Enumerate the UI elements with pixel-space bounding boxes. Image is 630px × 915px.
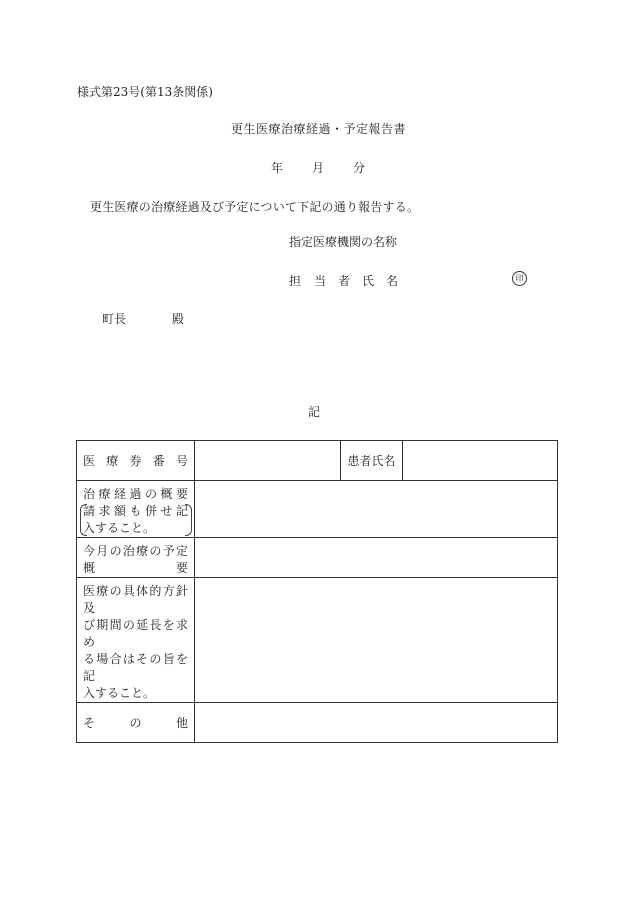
extension-field[interactable] xyxy=(195,578,558,703)
bracket-right-icon xyxy=(185,504,192,536)
patient-name-field[interactable] xyxy=(403,441,558,481)
patient-name-label: 患者氏名 xyxy=(341,441,403,481)
table-row xyxy=(77,481,558,538)
document-title: 更生医療治療経過・予定報告書 xyxy=(231,122,407,136)
table-row xyxy=(77,578,558,703)
other-field[interactable] xyxy=(195,703,558,743)
intro-text: 更生医療の治療経過及び予定について下記の通り報告する。 xyxy=(90,200,420,214)
other-label-cell xyxy=(77,703,195,743)
year-unit: 年 xyxy=(271,161,284,175)
bracket-left-icon xyxy=(80,504,87,536)
form-number: 様式第23号(第13条関係) xyxy=(77,85,213,99)
ticket-number-label-cell xyxy=(77,441,195,481)
facility-name-label: 指定医療機関の名称 xyxy=(289,235,398,249)
addressee: 町長 xyxy=(102,312,127,326)
extension-label-cell xyxy=(77,578,195,703)
month-unit: 月 xyxy=(312,161,325,175)
treatment-plan-field[interactable] xyxy=(195,538,558,578)
summary-note-line: 入すること。 xyxy=(83,521,156,535)
portion-unit: 分 xyxy=(353,161,366,175)
table-row xyxy=(77,538,558,578)
ki-label: 記 xyxy=(308,405,321,419)
person-label-char: 名 xyxy=(386,274,399,288)
ticket-number-field[interactable] xyxy=(195,441,341,481)
treatment-summary-label: 治療経過の概要 xyxy=(83,487,188,501)
seal-mark: 印 xyxy=(512,271,527,286)
ticket-number-label: 医療券番号 xyxy=(83,454,188,468)
other-label: その他 xyxy=(83,716,188,730)
extension-label-line: 入すること。 xyxy=(83,686,156,700)
treatment-plan-label: 今月の治療の予定 xyxy=(83,544,188,558)
treatment-summary-field[interactable] xyxy=(195,481,558,538)
treatment-plan-label: 概要 xyxy=(83,561,188,575)
table-row xyxy=(77,703,558,743)
person-label-char: 担 xyxy=(289,274,302,288)
summary-note-line: 請求額も併せ記 xyxy=(83,504,188,518)
table-row xyxy=(77,441,558,481)
summary-note xyxy=(83,503,188,537)
treatment-summary-label-cell xyxy=(77,481,195,538)
record-table xyxy=(76,440,558,743)
person-label-char: 者 xyxy=(338,274,351,288)
person-label-char: 氏 xyxy=(362,274,375,288)
treatment-plan-label-cell xyxy=(77,538,195,578)
honorific: 殿 xyxy=(172,312,185,326)
extension-label-line: 医療の具体的方針及 xyxy=(83,584,188,615)
person-label-char: 当 xyxy=(314,274,327,288)
extension-label-line: る場合はその旨を記 xyxy=(83,652,188,683)
extension-label-line: び期間の延長を求め xyxy=(83,618,188,649)
